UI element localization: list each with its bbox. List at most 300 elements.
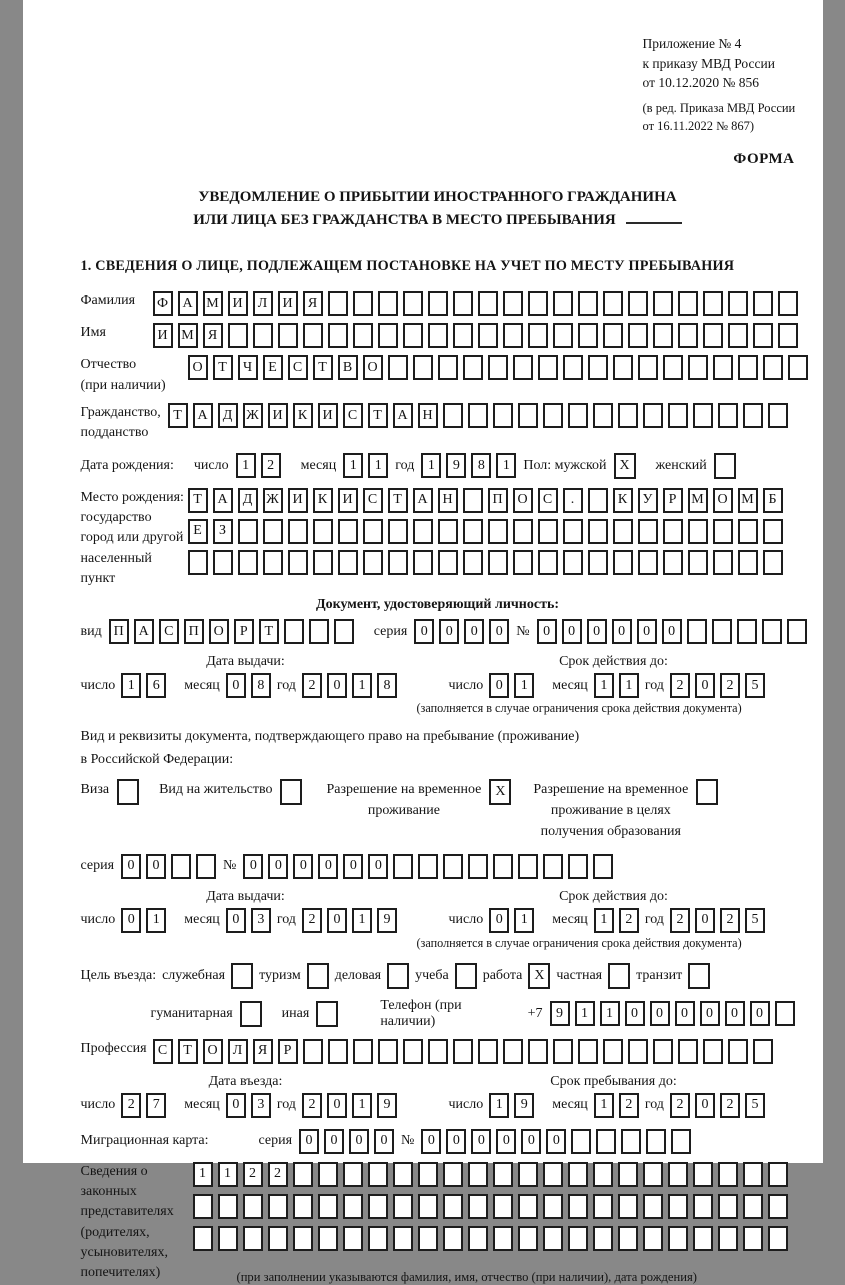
char-cell[interactable] (578, 291, 598, 316)
char-cell[interactable] (313, 550, 333, 575)
char-cell[interactable] (588, 355, 608, 380)
char-cell[interactable]: Ф (153, 291, 173, 316)
char-cell[interactable]: 0 (750, 1001, 770, 1026)
char-cell[interactable]: О (513, 488, 533, 513)
char-cell[interactable] (428, 291, 448, 316)
char-cell[interactable]: 5 (745, 673, 765, 698)
char-cell[interactable]: 0 (695, 1093, 715, 1118)
char-cell[interactable] (428, 323, 448, 348)
char-cell[interactable] (743, 1194, 763, 1219)
char-cell[interactable] (513, 355, 533, 380)
char-cell[interactable]: 0 (464, 619, 484, 644)
char-cell[interactable] (303, 323, 323, 348)
char-cell[interactable] (787, 619, 807, 644)
char-cell[interactable]: П (109, 619, 129, 644)
char-cell[interactable] (468, 1194, 488, 1219)
char-cell[interactable] (538, 355, 558, 380)
char-cell[interactable]: 0 (226, 908, 246, 933)
char-cell[interactable]: 2 (670, 1093, 690, 1118)
char-cell[interactable] (653, 1039, 673, 1064)
char-cell[interactable]: 0 (327, 1093, 347, 1118)
char-cell[interactable] (728, 323, 748, 348)
char-cell[interactable]: Т (213, 355, 233, 380)
char-cell[interactable] (593, 1194, 613, 1219)
char-cell[interactable] (363, 550, 383, 575)
char-cell[interactable] (438, 355, 458, 380)
char-cell[interactable]: 1 (514, 908, 534, 933)
char-cell[interactable] (718, 1226, 738, 1251)
char-cell[interactable]: 7 (146, 1093, 166, 1118)
char-cell[interactable] (646, 1129, 666, 1154)
char-cell[interactable] (268, 1226, 288, 1251)
char-cell[interactable] (603, 323, 623, 348)
char-cell[interactable] (763, 519, 783, 544)
char-cell[interactable]: 0 (489, 673, 509, 698)
char-cell[interactable] (493, 403, 513, 428)
char-cell[interactable] (228, 323, 248, 348)
char-cell[interactable] (638, 519, 658, 544)
char-cell[interactable] (503, 1039, 523, 1064)
char-cell[interactable] (538, 519, 558, 544)
char-cell[interactable] (388, 550, 408, 575)
char-cell[interactable]: 0 (318, 854, 338, 879)
char-cell[interactable] (668, 1226, 688, 1251)
char-cell[interactable]: 0 (725, 1001, 745, 1026)
char-cell[interactable] (593, 854, 613, 879)
char-cell[interactable]: И (153, 323, 173, 348)
char-cell[interactable] (378, 1039, 398, 1064)
char-cell[interactable] (368, 1194, 388, 1219)
char-cell[interactable] (343, 1194, 363, 1219)
char-cell[interactable] (518, 403, 538, 428)
char-cell[interactable] (528, 1039, 548, 1064)
checkbox-cell[interactable]: X (614, 453, 636, 479)
char-cell[interactable] (513, 550, 533, 575)
char-cell[interactable]: 2 (720, 908, 740, 933)
char-cell[interactable]: 0 (562, 619, 582, 644)
char-cell[interactable]: 1 (193, 1162, 213, 1187)
char-cell[interactable] (518, 1226, 538, 1251)
char-cell[interactable] (403, 323, 423, 348)
char-cell[interactable] (463, 355, 483, 380)
char-cell[interactable]: О (363, 355, 383, 380)
char-cell[interactable]: 1 (600, 1001, 620, 1026)
char-cell[interactable]: 2 (302, 1093, 322, 1118)
char-cell[interactable]: 2 (619, 1093, 639, 1118)
char-cell[interactable] (593, 403, 613, 428)
char-cell[interactable] (568, 1226, 588, 1251)
char-cell[interactable]: 0 (446, 1129, 466, 1154)
char-cell[interactable] (368, 1226, 388, 1251)
char-cell[interactable] (363, 519, 383, 544)
char-cell[interactable] (388, 519, 408, 544)
char-cell[interactable] (678, 323, 698, 348)
char-cell[interactable]: 1 (514, 673, 534, 698)
char-cell[interactable]: М (738, 488, 758, 513)
char-cell[interactable] (443, 403, 463, 428)
checkbox-cell[interactable]: X (528, 963, 550, 989)
char-cell[interactable]: 0 (349, 1129, 369, 1154)
char-cell[interactable]: 0 (700, 1001, 720, 1026)
char-cell[interactable] (393, 1226, 413, 1251)
char-cell[interactable]: 5 (745, 1093, 765, 1118)
char-cell[interactable] (368, 1162, 388, 1187)
char-cell[interactable] (463, 519, 483, 544)
char-cell[interactable]: 0 (637, 619, 657, 644)
char-cell[interactable] (613, 355, 633, 380)
char-cell[interactable] (588, 488, 608, 513)
char-cell[interactable]: 2 (302, 673, 322, 698)
checkbox-cell[interactable] (240, 1001, 262, 1027)
char-cell[interactable]: 1 (343, 453, 363, 478)
char-cell[interactable] (171, 854, 191, 879)
char-cell[interactable]: 1 (594, 908, 614, 933)
char-cell[interactable] (278, 323, 298, 348)
char-cell[interactable]: 1 (619, 673, 639, 698)
char-cell[interactable] (493, 1194, 513, 1219)
char-cell[interactable]: С (343, 403, 363, 428)
char-cell[interactable] (353, 323, 373, 348)
char-cell[interactable] (284, 619, 304, 644)
char-cell[interactable]: 0 (625, 1001, 645, 1026)
char-cell[interactable]: М (688, 488, 708, 513)
char-cell[interactable]: 2 (302, 908, 322, 933)
char-cell[interactable] (318, 1194, 338, 1219)
char-cell[interactable] (693, 1226, 713, 1251)
char-cell[interactable] (628, 291, 648, 316)
char-cell[interactable]: Т (368, 403, 388, 428)
char-cell[interactable]: 9 (377, 1093, 397, 1118)
char-cell[interactable] (663, 355, 683, 380)
char-cell[interactable]: Б (763, 488, 783, 513)
char-cell[interactable] (193, 1226, 213, 1251)
char-cell[interactable] (343, 1226, 363, 1251)
char-cell[interactable]: 9 (550, 1001, 570, 1026)
char-cell[interactable]: 2 (670, 673, 690, 698)
char-cell[interactable] (528, 291, 548, 316)
char-cell[interactable] (638, 355, 658, 380)
char-cell[interactable] (488, 355, 508, 380)
char-cell[interactable] (378, 291, 398, 316)
char-cell[interactable] (413, 519, 433, 544)
checkbox-cell[interactable] (280, 779, 302, 805)
char-cell[interactable]: К (313, 488, 333, 513)
char-cell[interactable] (553, 323, 573, 348)
char-cell[interactable]: 0 (327, 908, 347, 933)
char-cell[interactable] (268, 1194, 288, 1219)
char-cell[interactable]: О (188, 355, 208, 380)
char-cell[interactable]: Т (259, 619, 279, 644)
char-cell[interactable]: 0 (662, 619, 682, 644)
char-cell[interactable] (418, 854, 438, 879)
char-cell[interactable] (193, 1194, 213, 1219)
char-cell[interactable] (418, 1162, 438, 1187)
char-cell[interactable] (621, 1129, 641, 1154)
char-cell[interactable] (213, 550, 233, 575)
char-cell[interactable] (643, 1226, 663, 1251)
char-cell[interactable] (328, 323, 348, 348)
char-cell[interactable]: 0 (374, 1129, 394, 1154)
char-cell[interactable] (438, 550, 458, 575)
char-cell[interactable] (618, 1162, 638, 1187)
char-cell[interactable] (743, 1162, 763, 1187)
char-cell[interactable] (428, 1039, 448, 1064)
char-cell[interactable] (468, 1226, 488, 1251)
char-cell[interactable] (293, 1194, 313, 1219)
char-cell[interactable] (196, 854, 216, 879)
char-cell[interactable] (668, 1194, 688, 1219)
char-cell[interactable] (687, 619, 707, 644)
char-cell[interactable]: 0 (695, 673, 715, 698)
char-cell[interactable]: . (563, 488, 583, 513)
char-cell[interactable] (568, 403, 588, 428)
char-cell[interactable]: 0 (343, 854, 363, 879)
char-cell[interactable]: О (209, 619, 229, 644)
char-cell[interactable]: У (638, 488, 658, 513)
char-cell[interactable] (703, 323, 723, 348)
char-cell[interactable]: 0 (546, 1129, 566, 1154)
char-cell[interactable] (703, 291, 723, 316)
char-cell[interactable] (762, 619, 782, 644)
char-cell[interactable] (518, 1194, 538, 1219)
checkbox-cell[interactable] (387, 963, 409, 989)
char-cell[interactable]: 2 (243, 1162, 263, 1187)
char-cell[interactable]: Н (418, 403, 438, 428)
char-cell[interactable] (303, 1039, 323, 1064)
char-cell[interactable] (393, 1162, 413, 1187)
char-cell[interactable] (453, 1039, 473, 1064)
char-cell[interactable] (668, 1162, 688, 1187)
char-cell[interactable] (318, 1162, 338, 1187)
char-cell[interactable]: 1 (421, 453, 441, 478)
char-cell[interactable] (613, 519, 633, 544)
char-cell[interactable] (578, 1039, 598, 1064)
char-cell[interactable]: 2 (121, 1093, 141, 1118)
char-cell[interactable] (488, 550, 508, 575)
char-cell[interactable] (653, 291, 673, 316)
char-cell[interactable] (643, 403, 663, 428)
char-cell[interactable]: Л (253, 291, 273, 316)
char-cell[interactable]: 1 (594, 1093, 614, 1118)
char-cell[interactable] (712, 619, 732, 644)
char-cell[interactable] (743, 1226, 763, 1251)
char-cell[interactable]: 0 (537, 619, 557, 644)
char-cell[interactable] (453, 291, 473, 316)
char-cell[interactable]: Ч (238, 355, 258, 380)
char-cell[interactable] (353, 1039, 373, 1064)
char-cell[interactable] (728, 291, 748, 316)
char-cell[interactable] (788, 355, 808, 380)
char-cell[interactable] (618, 1226, 638, 1251)
char-cell[interactable]: А (393, 403, 413, 428)
char-cell[interactable] (703, 1039, 723, 1064)
char-cell[interactable] (568, 854, 588, 879)
char-cell[interactable] (663, 550, 683, 575)
checkbox-cell[interactable] (696, 779, 718, 805)
char-cell[interactable] (743, 403, 763, 428)
char-cell[interactable]: 0 (521, 1129, 541, 1154)
char-cell[interactable]: К (293, 403, 313, 428)
char-cell[interactable]: С (159, 619, 179, 644)
char-cell[interactable] (393, 1194, 413, 1219)
char-cell[interactable]: 0 (243, 854, 263, 879)
char-cell[interactable]: 0 (226, 1093, 246, 1118)
char-cell[interactable] (413, 550, 433, 575)
char-cell[interactable] (738, 355, 758, 380)
char-cell[interactable]: К (613, 488, 633, 513)
char-cell[interactable] (578, 323, 598, 348)
checkbox-cell[interactable] (714, 453, 736, 479)
char-cell[interactable]: 0 (299, 1129, 319, 1154)
char-cell[interactable]: 0 (675, 1001, 695, 1026)
char-cell[interactable] (593, 1226, 613, 1251)
char-cell[interactable] (618, 1194, 638, 1219)
char-cell[interactable] (603, 291, 623, 316)
char-cell[interactable]: А (178, 291, 198, 316)
char-cell[interactable]: Н (438, 488, 458, 513)
char-cell[interactable] (678, 291, 698, 316)
char-cell[interactable] (418, 1226, 438, 1251)
char-cell[interactable] (643, 1194, 663, 1219)
char-cell[interactable]: Р (234, 619, 254, 644)
char-cell[interactable] (513, 519, 533, 544)
checkbox-cell[interactable] (307, 963, 329, 989)
char-cell[interactable]: А (134, 619, 154, 644)
char-cell[interactable]: 0 (121, 908, 141, 933)
char-cell[interactable]: 0 (496, 1129, 516, 1154)
char-cell[interactable] (768, 1194, 788, 1219)
char-cell[interactable] (253, 323, 273, 348)
char-cell[interactable]: Я (203, 323, 223, 348)
char-cell[interactable]: 0 (489, 619, 509, 644)
char-cell[interactable] (693, 1162, 713, 1187)
char-cell[interactable] (443, 1226, 463, 1251)
char-cell[interactable]: Я (253, 1039, 273, 1064)
char-cell[interactable] (503, 291, 523, 316)
char-cell[interactable] (603, 1039, 623, 1064)
char-cell[interactable]: 6 (146, 673, 166, 698)
char-cell[interactable] (543, 1162, 563, 1187)
char-cell[interactable] (718, 403, 738, 428)
char-cell[interactable] (218, 1194, 238, 1219)
char-cell[interactable] (678, 1039, 698, 1064)
char-cell[interactable]: А (413, 488, 433, 513)
char-cell[interactable] (713, 550, 733, 575)
char-cell[interactable]: 0 (414, 619, 434, 644)
char-cell[interactable] (518, 1162, 538, 1187)
char-cell[interactable]: Т (188, 488, 208, 513)
char-cell[interactable]: О (203, 1039, 223, 1064)
char-cell[interactable]: М (178, 323, 198, 348)
char-cell[interactable]: С (153, 1039, 173, 1064)
char-cell[interactable]: 0 (121, 854, 141, 879)
char-cell[interactable] (334, 619, 354, 644)
char-cell[interactable] (653, 323, 673, 348)
char-cell[interactable] (693, 1194, 713, 1219)
char-cell[interactable]: 2 (261, 453, 281, 478)
char-cell[interactable] (438, 519, 458, 544)
checkbox-cell[interactable]: X (489, 779, 511, 805)
checkbox-cell[interactable] (455, 963, 477, 989)
char-cell[interactable] (338, 550, 358, 575)
char-cell[interactable] (671, 1129, 691, 1154)
char-cell[interactable]: Л (228, 1039, 248, 1064)
char-cell[interactable] (418, 1194, 438, 1219)
char-cell[interactable] (628, 1039, 648, 1064)
char-cell[interactable]: Е (263, 355, 283, 380)
char-cell[interactable] (443, 854, 463, 879)
char-cell[interactable]: Ж (243, 403, 263, 428)
char-cell[interactable]: 9 (446, 453, 466, 478)
char-cell[interactable]: 9 (377, 908, 397, 933)
checkbox-cell[interactable] (117, 779, 139, 805)
char-cell[interactable] (388, 355, 408, 380)
char-cell[interactable]: 0 (489, 908, 509, 933)
char-cell[interactable] (288, 550, 308, 575)
char-cell[interactable]: 0 (471, 1129, 491, 1154)
char-cell[interactable] (413, 355, 433, 380)
char-cell[interactable] (568, 1162, 588, 1187)
char-cell[interactable] (493, 1162, 513, 1187)
char-cell[interactable] (638, 550, 658, 575)
char-cell[interactable] (588, 550, 608, 575)
char-cell[interactable] (688, 550, 708, 575)
char-cell[interactable] (728, 1039, 748, 1064)
char-cell[interactable] (318, 1226, 338, 1251)
char-cell[interactable]: 2 (720, 673, 740, 698)
char-cell[interactable]: 8 (471, 453, 491, 478)
char-cell[interactable]: Т (388, 488, 408, 513)
char-cell[interactable] (543, 1226, 563, 1251)
char-cell[interactable] (713, 355, 733, 380)
char-cell[interactable] (453, 323, 473, 348)
char-cell[interactable] (443, 1194, 463, 1219)
char-cell[interactable] (718, 1194, 738, 1219)
char-cell[interactable] (718, 1162, 738, 1187)
char-cell[interactable] (668, 403, 688, 428)
char-cell[interactable] (593, 1162, 613, 1187)
char-cell[interactable] (443, 1162, 463, 1187)
char-cell[interactable]: 1 (594, 673, 614, 698)
char-cell[interactable]: П (488, 488, 508, 513)
char-cell[interactable]: Р (663, 488, 683, 513)
char-cell[interactable] (503, 323, 523, 348)
char-cell[interactable]: И (228, 291, 248, 316)
char-cell[interactable]: 2 (670, 908, 690, 933)
char-cell[interactable]: Ж (263, 488, 283, 513)
char-cell[interactable]: Д (218, 403, 238, 428)
char-cell[interactable]: А (213, 488, 233, 513)
checkbox-cell[interactable] (688, 963, 710, 989)
char-cell[interactable]: 1 (496, 453, 516, 478)
char-cell[interactable] (468, 403, 488, 428)
char-cell[interactable]: И (338, 488, 358, 513)
char-cell[interactable]: 0 (587, 619, 607, 644)
char-cell[interactable]: 1 (575, 1001, 595, 1026)
char-cell[interactable] (613, 550, 633, 575)
char-cell[interactable] (693, 403, 713, 428)
char-cell[interactable] (238, 550, 258, 575)
char-cell[interactable]: И (288, 488, 308, 513)
char-cell[interactable] (628, 323, 648, 348)
char-cell[interactable]: 8 (251, 673, 271, 698)
char-cell[interactable]: П (184, 619, 204, 644)
char-cell[interactable]: 0 (650, 1001, 670, 1026)
char-cell[interactable] (663, 519, 683, 544)
char-cell[interactable] (563, 519, 583, 544)
char-cell[interactable] (571, 1129, 591, 1154)
char-cell[interactable]: И (278, 291, 298, 316)
